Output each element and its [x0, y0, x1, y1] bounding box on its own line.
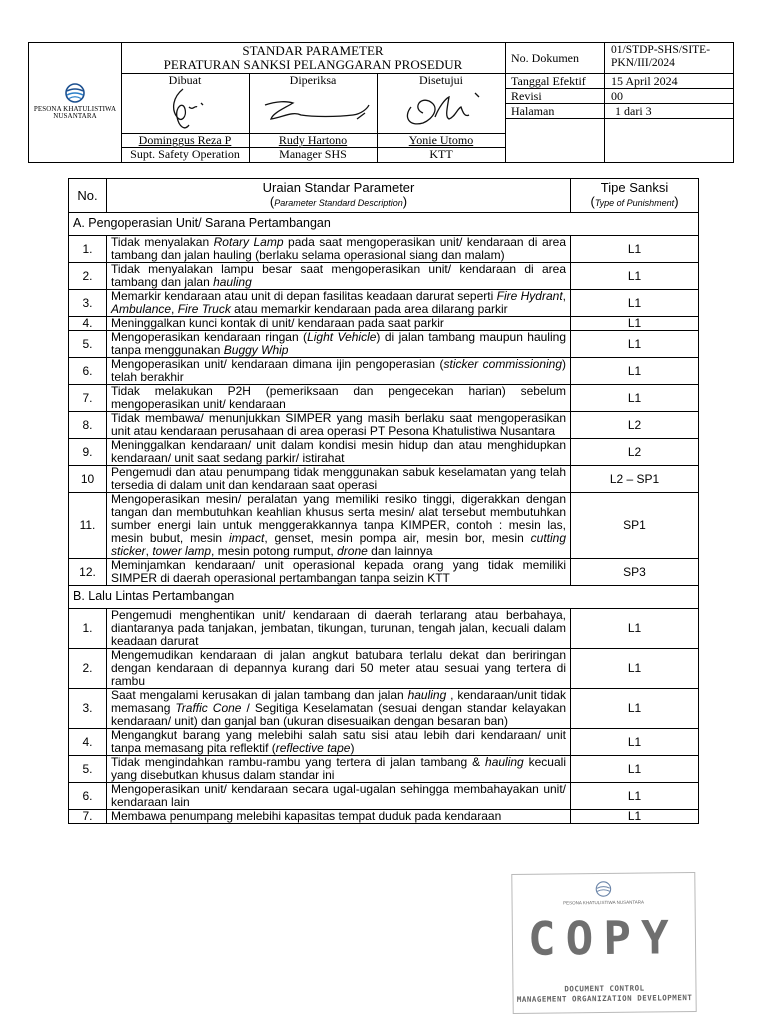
row-number: 7. — [69, 810, 107, 824]
row-description — [107, 385, 571, 412]
table-row — [69, 729, 699, 756]
row-description — [107, 729, 571, 756]
row-sanction-type: SP1 — [571, 493, 699, 559]
globe-logo-icon — [65, 83, 85, 103]
description-text: atau memarkir kendaraan pada area dilarang parkir — [230, 302, 508, 316]
section-b-title: B. Lalu Lintas Pertambangan — [69, 586, 699, 609]
italic-term: Traffic Cone — [175, 701, 242, 715]
table-row — [69, 810, 699, 824]
row-sanction-type: L2 — [571, 439, 699, 466]
document-metadata — [505, 43, 733, 162]
row-sanction-type: L1 — [571, 810, 699, 824]
col-header-no: No. — [69, 179, 107, 213]
row-description — [107, 609, 571, 649]
company-name-line1: PESONA KHATULISTIWA — [33, 105, 117, 113]
row-number: 4. — [69, 317, 107, 331]
blank-label-cell — [505, 119, 605, 162]
row-number: 10 — [69, 466, 107, 493]
row-sanction-type: SP3 — [571, 559, 699, 586]
description-text: , — [145, 544, 153, 558]
italic-term: drone — [337, 544, 368, 558]
description-text: Saat mengalami kerusakan di jalan tambang dan jalan — [111, 688, 408, 702]
row-sanction-type: L1 — [571, 358, 699, 385]
table-row — [69, 412, 699, 439]
row-number: 2. — [69, 263, 107, 290]
sanction-parameter-table — [68, 178, 699, 824]
description-text: kecuali yang disebutkan khusus dalam standar ini — [111, 755, 566, 782]
description-text: Meminjamkan kendaraan/ unit operasional kepada orang yang tidak memiliki SIMPER di daerah operasional pertambangan tanpa seizin KTT — [111, 558, 566, 585]
row-sanction-type: L1 — [571, 649, 699, 689]
row-sanction-type: L1 — [571, 756, 699, 783]
italic-term: sticker commissioning — [443, 357, 563, 371]
row-sanction-type: L1 — [571, 331, 699, 358]
signature-creator — [163, 87, 219, 133]
description-text: Pengemudi menghentikan unit/ kendaraan di daerah terlarang atau berbahaya, diantaranya pada tanjakan, jembatan, tikungan, turunan, tengah jalan, kecuali dalam keadaan darurat — [111, 608, 566, 648]
table-row — [69, 358, 699, 385]
effective-date-value: 15 April 2024 — [611, 74, 678, 88]
row-number: 1. — [69, 609, 107, 649]
italic-term: tower lamp — [152, 544, 212, 558]
italic-term: hauling — [213, 275, 252, 289]
italic-term: Ambulance — [111, 302, 172, 316]
description-text: , — [171, 302, 178, 316]
table-row — [69, 263, 699, 290]
description-text: , genset, mesin pompa air, mesin bor, mesin — [264, 531, 531, 545]
table-row — [69, 783, 699, 810]
signature-checker — [257, 87, 377, 133]
description-text: ) di jalan tambang maupun hauling tanpa menggunakan — [111, 330, 566, 357]
signer-name-2: Rudy Hartono — [278, 133, 348, 147]
row-description — [107, 493, 571, 559]
row-sanction-type: L1 — [571, 689, 699, 729]
signer-title-2: Manager SHS — [279, 147, 347, 161]
row-description — [107, 466, 571, 493]
stamp-line2: MANAGEMENT ORGANIZATION DEVELOPMENT — [516, 993, 693, 1004]
page-row — [505, 104, 733, 119]
col-header-sanction-type: Tipe Sanksi (Type of Punishment) — [571, 179, 699, 213]
row-number: 12. — [69, 559, 107, 586]
description-text: , mesin potong rumput, — [211, 544, 338, 558]
signer-title-3: KTT — [429, 147, 453, 161]
section-a-title: A. Pengoperasian Unit/ Sarana Pertambangan — [69, 213, 699, 236]
doc-number-label: No. Dokumen — [505, 43, 605, 73]
row-number: 11. — [69, 493, 107, 559]
row-sanction-type: L1 — [571, 609, 699, 649]
description-text: Meninggalkan kunci kontak di unit/ kendaraan pada saat parkir — [111, 316, 444, 330]
table-row — [69, 609, 699, 649]
section-a-body — [69, 213, 699, 586]
company-name-line2: NUSANTARA — [53, 112, 97, 120]
description-text: ) — [350, 741, 355, 755]
description-text: Mengangkut barang yang melebihi salah satu sisi atau lebih dari kendaraan/ unit tanpa memasang pita reflektif ( — [111, 728, 566, 755]
table-row — [69, 466, 699, 493]
description-text: , — [562, 289, 566, 303]
table-row — [69, 439, 699, 466]
description-text: Tidak mengindahkan rambu-rambu yang tertera di jalan tambang & — [111, 755, 486, 769]
row-description — [107, 358, 571, 385]
row-description — [107, 412, 571, 439]
italic-term: impact — [228, 531, 265, 545]
row-number: 6. — [69, 358, 107, 385]
row-description — [107, 810, 571, 824]
row-description — [107, 331, 571, 358]
description-text: Pengemudi dan atau penumpang tidak menggunakan sabuk keselamatan yang telah tersedia di dalam unit dan kendaraan saat operasi — [111, 465, 566, 492]
page-value: 1 dari 3 — [615, 104, 652, 118]
effective-date-label: Tanggal Efektif — [505, 74, 605, 88]
row-sanction-type: L2 – SP1 — [571, 466, 699, 493]
company-logo-cell — [29, 43, 122, 162]
description-text: Memarkir kendaraan atau unit di depan fasilitas keadaan darurat seperti — [111, 289, 497, 303]
section-heading-row — [69, 213, 699, 236]
revision-label: Revisi — [505, 89, 605, 103]
row-description — [107, 290, 571, 317]
signer-name-1: Dominggus Reza P — [138, 133, 232, 147]
document-header — [28, 42, 734, 163]
row-description — [107, 263, 571, 290]
italic-term: Buggy Whip — [223, 343, 289, 357]
table-row — [69, 493, 699, 559]
table-row — [69, 290, 699, 317]
description-text: / Segitiga Keselamatan (sesuai dengan standar kelayakan kendaraan/ unit) dan ganjal ban (ukuran disesuaikan dengan besaran ban) — [111, 701, 566, 728]
copy-stamp — [511, 872, 696, 1014]
description-text: Membawa penumpang melebihi kapasitas tempat duduk pada kendaraan — [111, 809, 502, 823]
row-number: 2. — [69, 649, 107, 689]
document-title-line1: STANDAR PARAMETER — [242, 43, 384, 58]
description-text: Mengoperasikan kendaraan ringan ( — [111, 330, 308, 344]
row-description — [107, 439, 571, 466]
table-row — [69, 385, 699, 412]
row-sanction-type: L1 — [571, 236, 699, 263]
signature-approver — [389, 87, 499, 133]
row-number: 3. — [69, 689, 107, 729]
description-text: Meninggalkan kendaraan/ unit dalam kondisi mesin hidup dan atau menghidupkan kendaraan/ unit saat sedang parkir/ istirahat — [111, 438, 566, 465]
description-text: Tidak melakukan P2H (pemeriksaan dan pengecekan harian) sebelum mengoperasikan unit/ kendaraan — [111, 384, 566, 411]
revision-row — [505, 89, 733, 104]
italic-term: Light Vehicle — [307, 330, 377, 344]
row-description — [107, 236, 571, 263]
description-text: Mengemudikan kendaraan di jalan angkut batubara terlalu dekat dan beriringan dengan kendaraan di depannya kurang dari 50 meter atau sesuai yang tertera di rambu — [111, 648, 566, 688]
table-row — [69, 689, 699, 729]
row-number: 8. — [69, 412, 107, 439]
italic-term: reflective tape — [275, 741, 351, 755]
section-b-body — [69, 586, 699, 824]
row-description — [107, 689, 571, 729]
row-number: 6. — [69, 783, 107, 810]
table-row — [69, 331, 699, 358]
row-number: 3. — [69, 290, 107, 317]
row-description — [107, 756, 571, 783]
description-text: pada saat mengoperasikan unit/ kendaraan di area tambang dan jalan hauling (berlaku selama operasional siang dan malam) — [111, 235, 566, 262]
description-text: Tidak membawa/ menunjukkan SIMPER yang masih berlaku saat mengoperasikan unit atau kendaraan perusahaan di area operasi PT Pesona Khatulistiwa Nusantara — [111, 411, 566, 438]
revision-value: 00 — [611, 89, 623, 103]
table-header-row — [69, 179, 699, 213]
col-header-description: Uraian Standar Parameter (Parameter Standard Description) — [107, 179, 571, 213]
signer-title-1: Supt. Safety Operation — [130, 147, 240, 161]
table-row — [69, 756, 699, 783]
doc-number-row — [505, 43, 733, 74]
row-sanction-type: L1 — [571, 290, 699, 317]
table-row — [69, 317, 699, 331]
description-text: Tidak menyalakan — [111, 235, 214, 249]
row-sanction-type: L2 — [571, 412, 699, 439]
role-checked: Diperiksa — [289, 73, 337, 87]
stamp-copy-word: COPY — [527, 910, 680, 966]
row-number: 5. — [69, 756, 107, 783]
row-number: 5. — [69, 331, 107, 358]
stamp-line1: DOCUMENT CONTROL — [564, 983, 645, 994]
table-row — [69, 236, 699, 263]
italic-term: hauling — [485, 755, 524, 769]
row-description — [107, 783, 571, 810]
description-text: Mengoperasikan unit/ kendaraan secara ugal-ugalan sehingga membahayakan unit/ kendaraan lain — [111, 782, 566, 809]
page-label: Halaman — [505, 104, 605, 118]
row-sanction-type: L1 — [571, 385, 699, 412]
row-number: 4. — [69, 729, 107, 756]
row-description — [107, 317, 571, 331]
row-sanction-type: L1 — [571, 263, 699, 290]
description-text: , kendaraan/unit tidak memasang — [111, 688, 567, 715]
row-description — [107, 559, 571, 586]
description-text: Mengoperasikan unit/ kendaraan dimana ijin pengoperasian ( — [111, 357, 444, 371]
role-approved: Disetujui — [419, 73, 463, 87]
row-sanction-type: L1 — [571, 317, 699, 331]
italic-term: Fire Truck — [177, 302, 231, 316]
row-number: 9. — [69, 439, 107, 466]
document-title-line2: PERATURAN SANKSI PELANGGARAN PROSEDUR — [163, 57, 463, 72]
italic-term: hauling — [407, 688, 447, 702]
blank-row — [505, 119, 733, 162]
doc-number-value: 01/STDP-SHS/SITE- PKN/III/2024 — [611, 44, 711, 69]
row-number: 1. — [69, 236, 107, 263]
title-and-approval-block — [121, 43, 506, 162]
section-heading-row — [69, 586, 699, 609]
description-text: Mengoperasikan mesin/ peralatan yang memiliki resiko tinggi, digerakkan dengan tangan dan membutuhkan keahlian khusus serta mesin/ alat tersebut membutuhkan sumber energi lain untuk menggerakkannya tanpa KIMPER, contoh : mesin las, mesin bubut, mesin — [111, 492, 566, 545]
stamp-globe-icon — [595, 881, 611, 897]
description-text: dan lainnya — [367, 544, 433, 558]
table-row — [69, 649, 699, 689]
effective-date-row — [505, 74, 733, 89]
row-number: 7. — [69, 385, 107, 412]
role-created: Dibuat — [168, 73, 202, 87]
row-sanction-type: L1 — [571, 729, 699, 756]
italic-term: cutting sticker — [111, 531, 566, 558]
row-sanction-type: L1 — [571, 783, 699, 810]
description-text: Tidak menyalakan lampu besar saat mengoperasikan unit/ kendaraan di area tambang dan jalan — [111, 262, 566, 289]
italic-term: Rotary Lamp — [213, 235, 284, 249]
italic-term: Fire Hydrant — [496, 289, 563, 303]
signer-name-3: Yonie Utomo — [408, 133, 474, 147]
stamp-company: PESONA KHATULISTIWA NUSANTARA — [563, 899, 645, 906]
table-row — [69, 559, 699, 586]
row-description — [107, 649, 571, 689]
description-text: ) telah berakhir — [111, 357, 567, 384]
